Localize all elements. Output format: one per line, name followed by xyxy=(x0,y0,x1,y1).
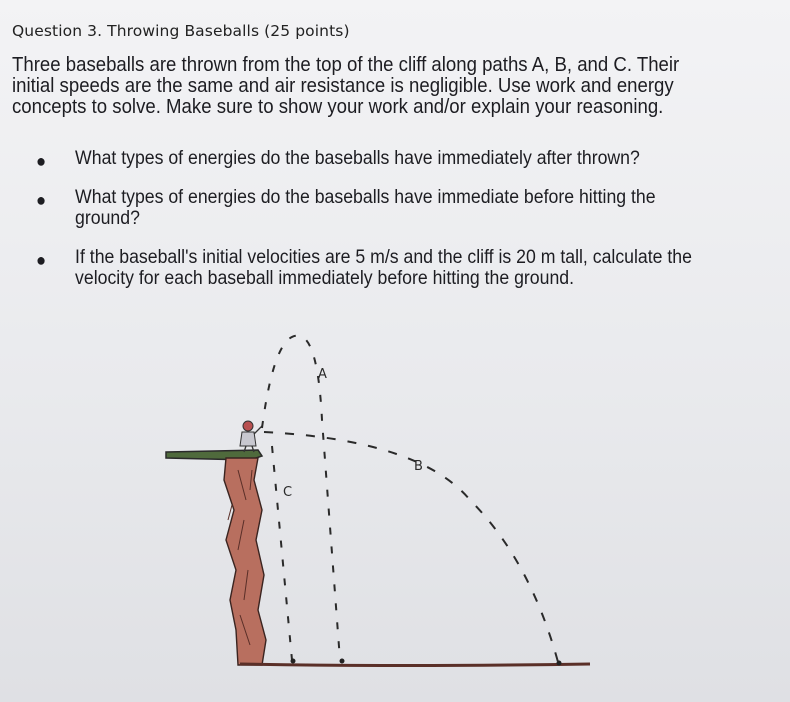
bullet-icon: ● xyxy=(36,151,47,171)
landing-point-a xyxy=(340,659,345,664)
trajectory-path-b xyxy=(264,432,558,662)
path-label-a: A xyxy=(318,367,327,382)
bullet-text: What types of energies do the baseballs have immediate before hitting the ground? xyxy=(75,187,656,229)
landing-point-b xyxy=(557,661,562,666)
thrower-figure xyxy=(240,421,262,452)
bullet-icon: ● xyxy=(36,250,47,270)
trajectory-path-a xyxy=(262,336,340,660)
bullet-text: What types of energies do the baseballs have immediately after thrown? xyxy=(75,148,640,169)
question-title: Question 3. Throwing Baseballs (25 points) xyxy=(12,22,350,40)
bullet-icon: ● xyxy=(36,190,47,210)
ground-line xyxy=(240,664,590,666)
path-label-b: B xyxy=(414,459,423,474)
bullet-text: If the baseball's initial velocities are 5 m/s and the cliff is 20 m tall, calculate the velocity for each baseball immediately before hitting the ground. xyxy=(75,247,692,289)
trajectory-path-c xyxy=(272,446,292,660)
path-label-c: C xyxy=(283,485,293,500)
cliff-face xyxy=(224,458,266,665)
landing-point-c xyxy=(291,659,296,664)
question-intro: Three baseballs are thrown from the top of the cliff along paths A, B, and C. Their initial speeds are the same and air resistance is negligible. Use work and energy concepts to solve. Make sure to show your work and/or explain your reasoning. xyxy=(12,54,680,118)
